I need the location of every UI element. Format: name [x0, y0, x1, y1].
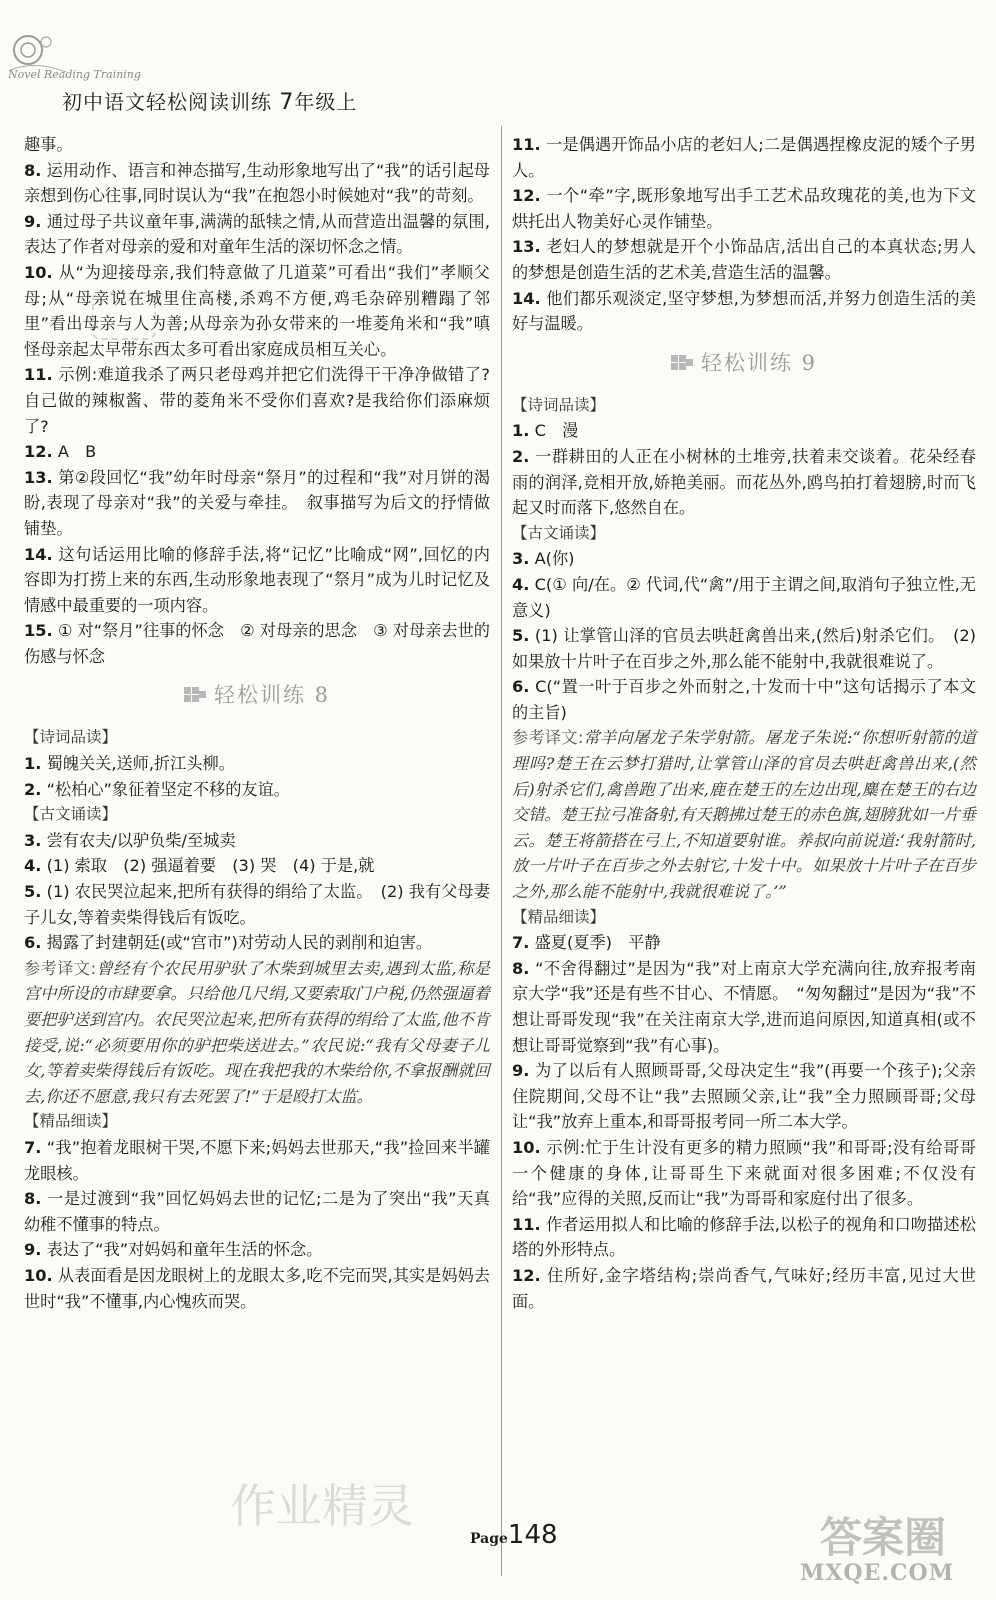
- answer-item: [512, 930, 976, 956]
- answer-number: 13.: [24, 467, 53, 487]
- answer-number: 9.: [24, 1240, 42, 1260]
- answer-item: [512, 623, 976, 674]
- header-title-prefix: 初中语文轻松阅读训练: [62, 90, 272, 114]
- section-title-text: 轻松训练 9: [700, 350, 818, 375]
- answer-item: [512, 444, 976, 521]
- answer-text: 尝有农夫/以驴负柴/至城卖: [46, 830, 236, 850]
- answer-text: 这句话运用比喻的修辞手法,将“记忆”比喻成“网”,回忆的内容即为打捞上来的东西,生动形象地表现了“祭月”成为儿时记忆及情感中最重要的一项内容。: [24, 544, 490, 615]
- answer-text: 为了以后有人照顾哥哥,父母决定生“我”(再要一个孩子);父亲住院期间,父母不让“我”去照顾父亲,让“我”全力照顾哥哥;父母让“我”放弃上重本,和哥哥报考同一所二本大学。: [512, 1061, 976, 1132]
- answer-text: “不舍得翻过”是因为“我”对上南京大学充满向往,放弃报考南京大学“我”还是有些不甘心、不情愿。 “匆匆翻过”是因为“我”不想让哥哥发现“我”在关注南京大学,进而追问原因,知道真相(或不想让哥哥觉察到“我”有心事)。: [512, 958, 976, 1055]
- answer-item: [512, 286, 976, 337]
- section-title-text: 轻松训练 8: [213, 683, 331, 708]
- answer-number: 12.: [512, 1265, 541, 1285]
- answer-text: 运用动作、语言和神态描写,生动形象地写出了“我”的话引起母亲想到伤心往事,同时误认为“我”在抱怨小时候她对“我”的苛刻。: [24, 160, 490, 206]
- answer-item: [24, 1237, 490, 1263]
- answer-number: 2.: [512, 446, 530, 466]
- answer-item: [512, 234, 976, 285]
- header-title-suffix: 年级上: [294, 90, 358, 114]
- answer-number: 11.: [512, 1214, 541, 1234]
- answer-item: [512, 1135, 976, 1212]
- answer-item: [24, 828, 490, 854]
- answer-item: [24, 879, 490, 930]
- answer-text: 盛夏(夏季) 平静: [534, 933, 661, 953]
- answer-number: 11.: [512, 135, 541, 154]
- answer-text: 趣事。: [24, 135, 73, 154]
- answer-number: 10.: [24, 1265, 53, 1285]
- section-squares-icon: [671, 355, 693, 371]
- answer-text: A(你): [534, 549, 575, 569]
- answer-number: 7.: [24, 1137, 42, 1157]
- column-divider: [501, 126, 502, 1576]
- answer-item: [24, 542, 490, 619]
- reference-label: 参考译文:: [24, 958, 97, 978]
- answer-number: 15.: [24, 621, 53, 641]
- answer-item: [24, 751, 490, 777]
- answer-text: 一是偶遇开饰品小店的老妇人;二是偶遇捏橡皮泥的矮个子男人。: [512, 135, 976, 180]
- answer-item: [24, 132, 490, 158]
- reference-text: 曾经有个农民用驴驮了木柴到城里去卖,遇到太监,称是宫中所设的市肆要拿。只给他几尺绢,又要索取门户税,仍然强逼着要把驴送到宫内。农民哭泣起来,把所有获得的绢给了太监,他不肯接受,说:“必须要用你的驴把柴送进去。”农民说:“我有父母妻子儿女,等着卖柴得钱后有饭吃。现在我把我的木柴给你,不拿报酬就回去,你还不愿意,我只有去死罢了!”于是殴打太监。: [24, 958, 490, 1106]
- answer-number: 13.: [512, 237, 541, 257]
- page-number: [470, 1520, 558, 1550]
- subsection-tag: 【古文诵读】: [512, 523, 606, 542]
- answer-number: 6.: [24, 933, 42, 953]
- answer-number: 5.: [512, 626, 530, 646]
- answer-text: 示例:难道我杀了两只老母鸡并把它们洗得干干净净做错了?自己做的辣椒酱、带的菱角米不受你们喜欢?是我给你们添麻烦了?: [24, 365, 490, 436]
- subsection-tag: 【诗词品读】: [24, 728, 118, 747]
- logo-text: Novel Reading Training: [8, 68, 141, 81]
- answer-text: 示例:忙于生计没有更多的精力照顾“我”和哥哥;没有给哥哥一个健康的身体,让哥哥生下来就面对很多困难;不仅没有给“我”应得的关照,反而让“我”为哥哥和家庭付出了很多。: [512, 1137, 976, 1209]
- answer-item: [512, 674, 976, 725]
- answer-number: 4.: [512, 574, 530, 594]
- answer-number: 11.: [24, 365, 53, 385]
- subsection-tag: 【精品细读】: [24, 1112, 118, 1131]
- answer-text: 他们都乐观淡定,坚守梦想,为梦想而活,并努力创造生活的美好与温暖。: [512, 288, 976, 334]
- answer-number: 5.: [24, 882, 42, 902]
- answer-text: C 漫: [534, 421, 579, 441]
- watermark-daan: 答案圈: [820, 1513, 947, 1562]
- answer-text: C(“置一叶于百步之外而射之,十发而十中”这句话揭示了本文的主旨): [512, 677, 976, 722]
- answer-item: [24, 777, 490, 803]
- answer-item: [24, 439, 490, 465]
- answer-text: ① 对“祭月”往事的怀念 ② 对母亲的思念 ③ 对母亲去世的伤感与怀念: [24, 621, 490, 666]
- answer-item: [512, 1058, 976, 1135]
- page-header: [0, 0, 996, 120]
- answer-number: 12.: [512, 186, 541, 206]
- answer-number: 6.: [512, 677, 530, 697]
- answer-item: [24, 1186, 490, 1237]
- answer-item: [512, 546, 976, 572]
- answer-number: 7.: [512, 933, 530, 953]
- answer-text: 作者运用拟人和比喻的修辞手法,以松子的视角和口吻描述松塔的外形特点。: [512, 1214, 976, 1260]
- answer-text: (1) 让掌管山泽的官员去哄赶禽兽出来,(然后)射杀它们。 (2) 如果放十片叶子在百步之外,那么能不能射中,我就很难说了。: [512, 626, 976, 671]
- answer-text: C(① 向/在。② 代词,代“禽”/用于主谓之间,取消句子独立性,无意义): [512, 574, 976, 620]
- answer-text: 一是过渡到“我”回忆妈妈去世的记忆;二是为了突出“我”天真幼稚不懂事的特点。: [24, 1189, 490, 1234]
- answer-text: 通过母子共议童年事,满满的舐犊之情,从而营造出温馨的氛围,表达了作者对母亲的爱和对童年生活的深切怀念之情。: [24, 211, 491, 257]
- reference-label: 参考译文:: [512, 728, 584, 748]
- answer-number: 10.: [24, 262, 53, 282]
- answer-item: [24, 930, 490, 956]
- watermark-zuoye: 作业精灵: [230, 1479, 414, 1533]
- header-grade: 7: [279, 90, 295, 115]
- section-title: [24, 677, 490, 713]
- answer-text: “我”抱着龙眼树干哭,不愿下来;妈妈去世那天,“我”捡回来半罐龙眼核。: [24, 1137, 490, 1183]
- answer-number: 14.: [24, 544, 53, 564]
- answer-number: 3.: [24, 830, 42, 850]
- subsection-tag: 【古文诵读】: [24, 805, 118, 824]
- answer-number: 1.: [24, 754, 42, 774]
- answer-number: 8.: [24, 1189, 42, 1209]
- answer-item: [24, 1135, 490, 1186]
- answer-text: 第②段回忆“我”幼年时母亲“祭月”的过程和“我”对月饼的渴盼,表现了母亲对“我”的关爱与牵挂。 叙事描写为后文的抒情做铺垫。: [24, 467, 491, 538]
- answer-item: [24, 1263, 490, 1314]
- answer-text: 一个“牵”字,既形象地写出手工艺术品玫瑰花的美,也为下文烘托出人物美好心灵作铺垫。: [512, 186, 976, 231]
- answer-item: [512, 183, 976, 234]
- section-squares-icon: [184, 687, 206, 703]
- left-column: [24, 132, 490, 1314]
- subsection-tag: 【诗词品读】: [512, 395, 606, 414]
- answer-text: (1) 农民哭泣起来,把所有获得的绢给了太监。 (2) 我有父母妻子儿女,等着卖柴得钱后有饭吃。: [24, 882, 490, 927]
- answer-item: [512, 132, 976, 183]
- answer-number: 3.: [512, 549, 530, 569]
- answer-item: [24, 209, 490, 260]
- right-column: [512, 132, 976, 1314]
- answer-number: 2.: [24, 779, 42, 799]
- answer-text: 蜀魄关关,送师,折江头柳。: [46, 754, 235, 774]
- answer-item: [24, 158, 490, 209]
- answer-item: [24, 618, 490, 669]
- reference-translation: [24, 956, 490, 1110]
- section-title: [512, 345, 976, 381]
- answer-number: 9.: [512, 1061, 530, 1081]
- answer-number: 10.: [512, 1137, 541, 1157]
- answer-number: 1.: [512, 421, 530, 441]
- page-number-value: 148: [507, 1520, 558, 1550]
- answer-number: 8.: [512, 958, 530, 978]
- answer-item: [512, 572, 976, 623]
- answer-item: [512, 418, 976, 444]
- answer-item: [24, 465, 490, 542]
- answer-text: 表达了“我”对妈妈和童年生活的怀念。: [46, 1240, 323, 1260]
- answer-number: 9.: [24, 211, 42, 231]
- answer-text: (1) 索取 (2) 强逼着要 (3) 哭 (4) 于是,就: [46, 856, 375, 876]
- answer-text: 从“为迎接母亲,我们特意做了几道菜”可看出“我们”孝顺父母;从“母亲说在城里住高楼,杀鸡不方便,鸡毛杂碎别糟蹋了邻里”看出母亲与人为善;从母亲为孙女带来的一堆菱角米和“我”嗔怪母亲起太早带东西太多可看出家庭成员相互关心。: [24, 262, 490, 359]
- answer-item: [24, 260, 490, 362]
- answer-item: [24, 853, 490, 879]
- answer-text: 老妇人的梦想就是开个小饰品店,活出自己的本真状态;男人的梦想是创造生活的艺术美,营造生活的温馨。: [512, 237, 976, 282]
- answer-text: 住所好,金字塔结构;崇尚香气,气味好;经历丰富,见过大世面。: [512, 1265, 976, 1311]
- answer-number: 4.: [24, 856, 42, 876]
- answer-text: “松柏心”象征着坚定不移的友谊。: [46, 779, 290, 799]
- answer-item: [512, 1212, 976, 1263]
- reference-text: 常羊向屠龙子朱学射箭。屠龙子朱说:“你想听射箭的道理吗?楚王在云梦打猎时,让掌管山泽的官员去哄赶禽兽出来,(然后)射杀它们,禽兽跑了出来,鹿在楚王的左边出现,麋在楚王的右边交错。楚王拉弓准备射,有天鹅拂过楚王的赤色旗,翅膀犹如一片垂云。楚王将箭搭在弓上,不知道要射谁。养叔向前说道:‘我射箭时,放一片叶子在百步之外去射它,十发十中。如果放十片叶子在百步之外,那么能不能射中,我就很难说了。’”: [512, 728, 976, 902]
- reference-translation: [512, 725, 976, 904]
- answer-number: 8.: [24, 160, 42, 180]
- answer-item: [24, 362, 490, 439]
- answer-item: [512, 956, 976, 1058]
- answer-text: 一群耕田的人正在小树林的土堆旁,扶着耒交谈着。花朵经春雨的润泽,竞相开放,娇艳美丽。而花丛外,鸥鸟拍打着翅膀,时而飞起又时而落下,悠然自在。: [512, 446, 976, 518]
- subsection-tag: 【精品细读】: [512, 907, 606, 926]
- watermark-site: MXQE.COM: [800, 1560, 955, 1586]
- answer-number: 14.: [512, 288, 541, 308]
- answer-item: [512, 1263, 976, 1314]
- answer-number: 12.: [24, 442, 53, 462]
- answer-text: 揭露了封建朝廷(或“宫市”)对劳动人民的剥削和迫害。: [46, 933, 433, 953]
- answer-text: A B: [57, 442, 97, 462]
- page-header-title: [62, 86, 357, 115]
- page-label: Page: [470, 1531, 508, 1547]
- answer-text: 从表面看是因龙眼树上的龙眼太多,吃不完而哭,其实是妈妈去世时“我”不懂事,内心愧疚而哭。: [24, 1265, 490, 1311]
